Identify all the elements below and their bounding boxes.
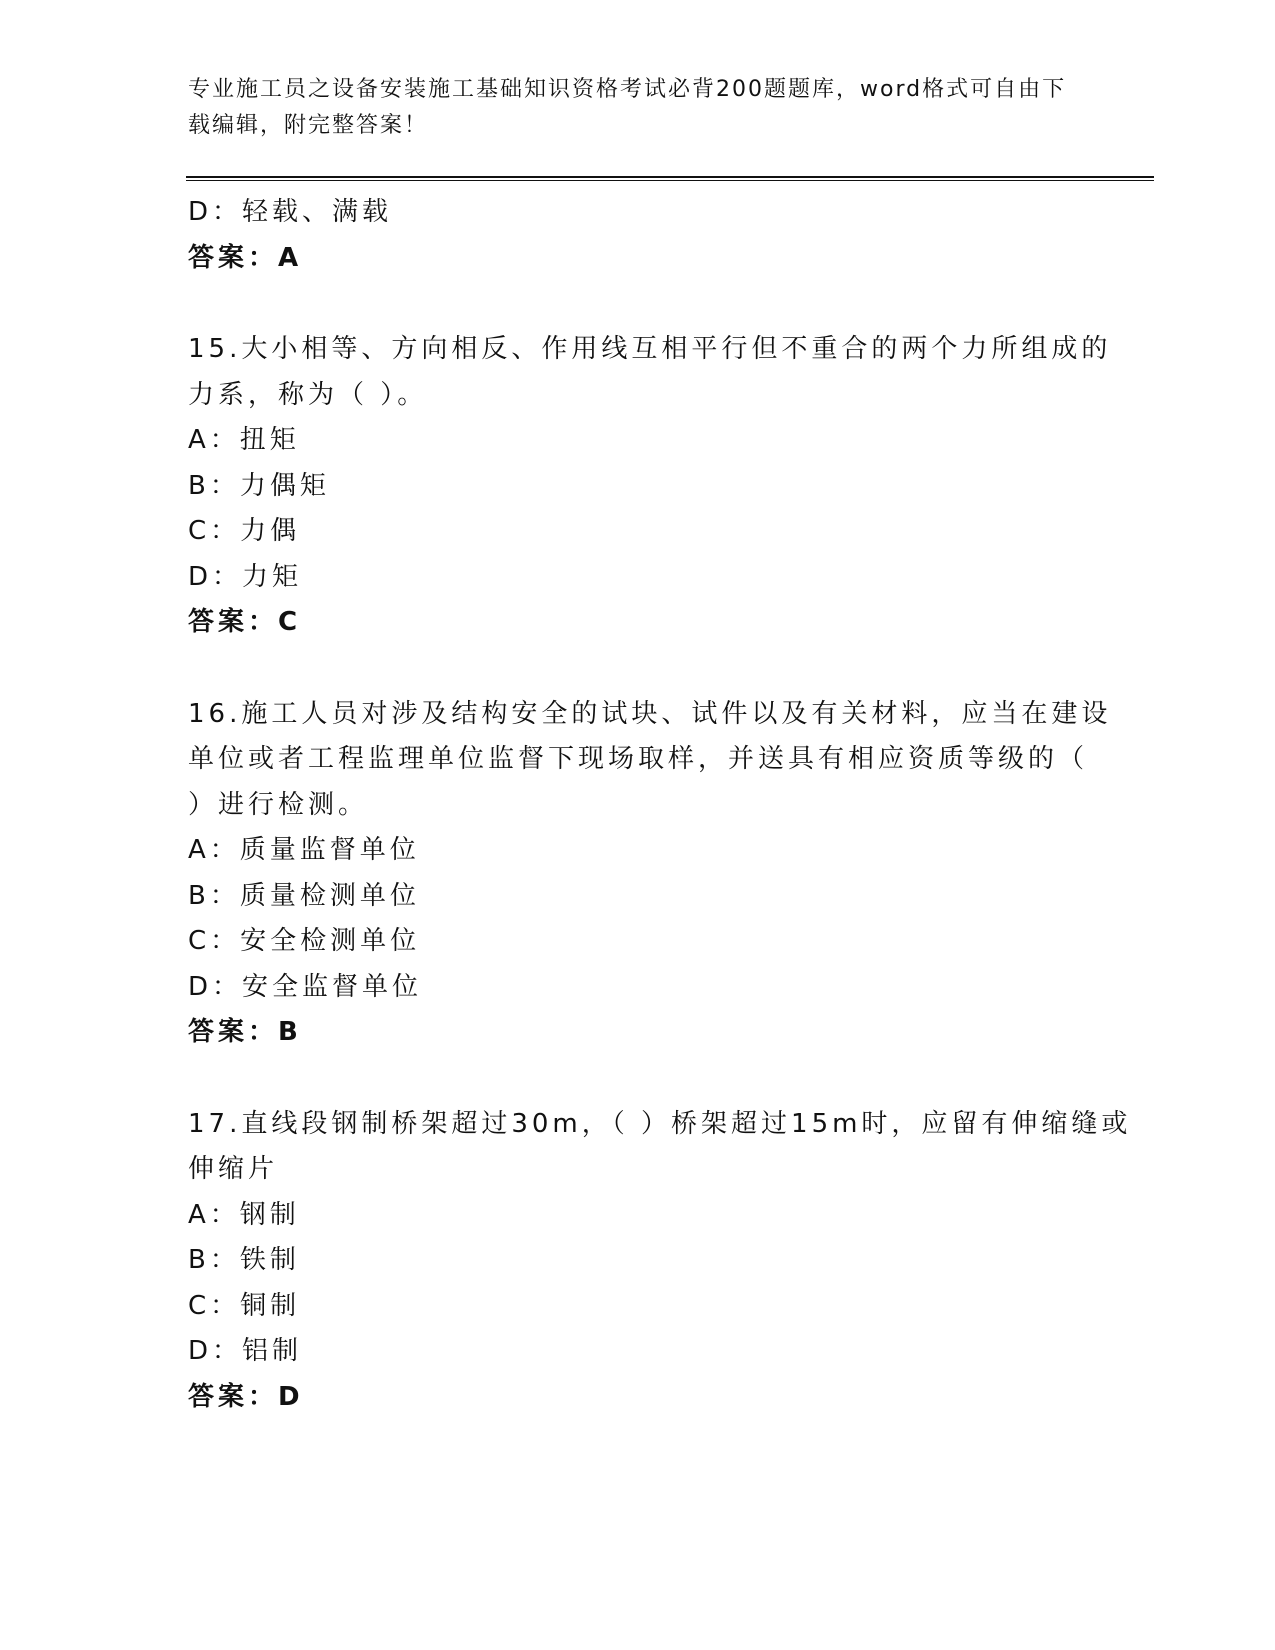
question-15: [188, 327, 1112, 646]
question-16: [188, 692, 1112, 1056]
question-stem-line: 力系，称为（ ）。: [188, 379, 428, 410]
option-d: D：轻载、满载: [188, 197, 393, 227]
option-c: C：铜制: [188, 1290, 301, 1321]
option-a: A：扭矩: [188, 425, 300, 455]
header-divider: [186, 176, 1154, 181]
option-c: C：安全检测单位: [188, 926, 421, 956]
option-b: B：铁制: [188, 1245, 300, 1275]
question-14-tail: [188, 190, 1088, 281]
question-stem-line: ）进行检测。: [188, 789, 369, 820]
option-a: A：钢制: [188, 1199, 300, 1230]
question-gap: [188, 646, 1088, 692]
answer-line: 答案：C: [188, 607, 302, 637]
option-c: C：力偶: [188, 516, 301, 546]
answer-line: 答案：A: [188, 242, 303, 273]
question-list: [188, 190, 1132, 1420]
answer-line: 答案：D: [188, 1381, 304, 1412]
document-header: 专业施工员之设备安装施工基础知识资格考试必背200题题库，word格式可自由下载编辑，附完整答案！: [188, 77, 1067, 138]
option-d: D：力矩: [188, 561, 303, 592]
question-gap: [188, 1056, 1088, 1102]
question-stem-line: 伸缩片: [188, 1154, 279, 1184]
option-d: D：铝制: [188, 1336, 303, 1366]
question-stem-line: 17.直线段钢制桥架超过30m，（ ）桥架超过15m时，应留有伸缩缝或: [188, 1108, 1132, 1139]
question-stem-line: 单位或者工程监理单位监督下现场取样，并送具有相应资质等级的（: [188, 744, 1089, 774]
question-stem-line: 16.施工人员对涉及结构安全的试块、试件以及有关材料，应当在建设: [188, 698, 1112, 729]
option-d: D：安全监督单位: [188, 971, 423, 1002]
answer-line: 答案：B: [188, 1017, 302, 1047]
option-b: B：质量检测单位: [188, 880, 420, 911]
question-stem-line: 15.大小相等、方向相反、作用线互相平行但不重合的两个力所组成的: [188, 334, 1112, 364]
option-b: B：力偶矩: [188, 470, 330, 501]
question-gap: [188, 281, 1088, 327]
question-17: [188, 1102, 1132, 1421]
option-a: A：质量监督单位: [188, 835, 420, 865]
